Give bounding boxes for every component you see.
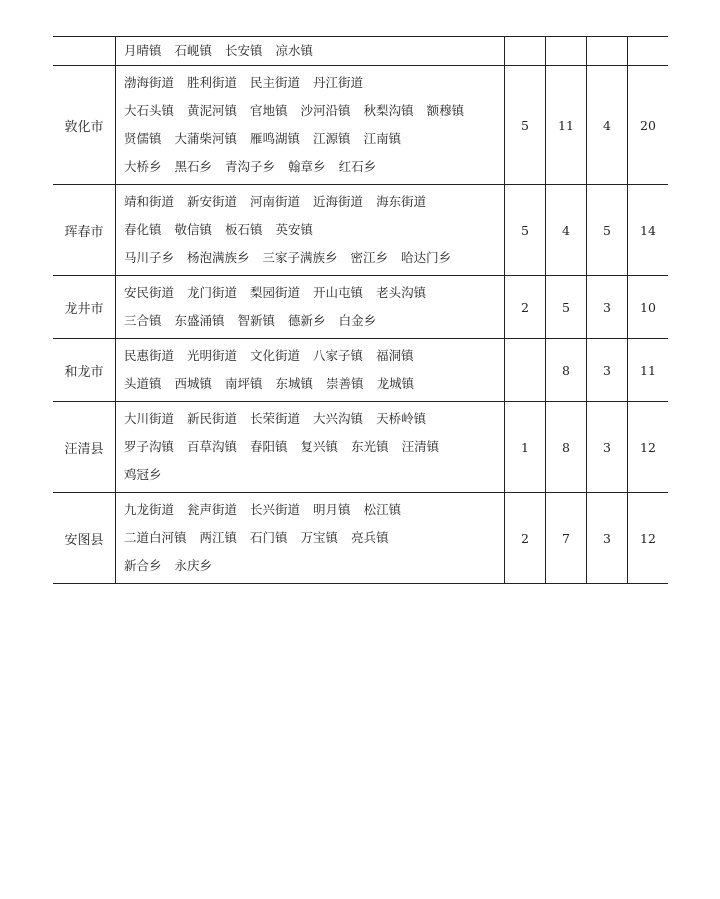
township-name: 德新乡 [288,313,326,328]
township-name: 南坪镇 [225,376,263,391]
township-name: 亮兵镇 [351,530,389,545]
township-line [124,69,504,97]
township-name: 汪清镇 [401,439,440,454]
township-name: 大兴沟镇 [313,411,364,426]
township-name: 民主街道 [250,75,301,90]
township-name: 官地镇 [250,103,288,118]
township-list-cell [116,37,505,66]
township-name: 新民街道 [187,411,238,426]
count-cell-1: 2 [505,276,546,339]
township-list-cell [116,339,505,402]
count-cell-2: 8 [546,339,587,402]
table-row [53,402,668,493]
count-cell-2: 7 [546,493,587,584]
admin-division-table [53,36,668,584]
township-name: 红石乡 [338,159,377,174]
township-name: 开山屯镇 [313,285,364,300]
township-name: 靖和街道 [124,194,175,209]
township-name: 春阳镇 [250,439,288,454]
table-row [53,493,668,584]
township-name: 贤儒镇 [124,131,162,146]
township-name: 青沟子乡 [225,159,276,174]
township-name: 哈达门乡 [401,250,452,265]
count-cell-3: 3 [587,339,628,402]
total-count-cell: 10 [628,276,669,339]
township-name: 长荣街道 [250,411,301,426]
township-name: 胜利街道 [187,75,238,90]
township-name: 八家子镇 [313,348,364,363]
township-name: 智新镇 [237,313,276,328]
township-name: 安民街道 [124,285,175,300]
count-cell-2 [546,37,587,66]
township-name: 石门镇 [250,530,288,545]
township-name: 杨泡满族乡 [187,250,250,265]
township-name: 凉水镇 [275,43,314,58]
count-cell-2: 11 [546,66,587,185]
table-row [53,37,668,66]
township-name: 老头沟镇 [376,285,427,300]
township-line [124,244,504,272]
township-name: 敬信镇 [174,222,213,237]
township-line [124,461,504,489]
county-name-cell: 和龙市 [53,339,116,402]
count-cell-1: 5 [505,66,546,185]
township-line [124,405,504,433]
township-name: 福洞镇 [376,348,414,363]
township-name: 秋梨沟镇 [363,103,414,118]
township-name: 河南街道 [250,194,301,209]
count-cell-3: 3 [587,402,628,493]
township-name: 白金乡 [338,313,377,328]
total-count-cell: 12 [628,493,669,584]
count-cell-3 [587,37,628,66]
township-name: 两江镇 [199,530,238,545]
township-name: 大蒲柴河镇 [174,131,238,146]
township-name: 丹江街道 [313,75,364,90]
count-cell-3: 3 [587,493,628,584]
township-list-cell [116,402,505,493]
count-cell-1 [505,339,546,402]
township-line [124,188,504,216]
township-name: 黑石乡 [174,159,213,174]
count-cell-2: 4 [546,185,587,276]
township-line [124,216,504,244]
township-name: 三合镇 [124,313,162,328]
township-name: 天桥岭镇 [376,411,427,426]
township-name: 瓮声街道 [187,502,238,517]
township-name: 黄泥河镇 [187,103,238,118]
table-row [53,185,668,276]
table-row [53,339,668,402]
township-name: 龙门街道 [187,285,238,300]
township-line [124,125,504,153]
township-line [124,496,504,524]
township-line [124,307,504,335]
count-cell-3: 3 [587,276,628,339]
count-cell-1: 5 [505,185,546,276]
township-name: 头道镇 [124,376,162,391]
township-name: 石岘镇 [174,43,213,58]
count-cell-2: 5 [546,276,587,339]
township-name: 额穆镇 [426,103,465,118]
township-name: 罗子沟镇 [124,439,175,454]
township-line [124,370,504,398]
township-name: 长安镇 [225,43,263,58]
township-name: 海东街道 [376,194,427,209]
total-count-cell: 20 [628,66,669,185]
county-name-cell: 安图县 [53,493,116,584]
township-name: 崇善镇 [326,376,364,391]
township-line [124,524,504,552]
township-name: 新安街道 [187,194,238,209]
township-name: 近海街道 [313,194,364,209]
township-name: 复兴镇 [300,439,339,454]
township-name: 长兴街道 [250,502,301,517]
count-cell-3: 5 [587,185,628,276]
township-list-cell [116,66,505,185]
township-name: 月晴镇 [124,43,162,58]
township-name: 东城镇 [275,376,314,391]
count-cell-3: 4 [587,66,628,185]
township-name: 大川街道 [124,411,175,426]
township-name: 马川子乡 [124,250,175,265]
township-list-cell [116,493,505,584]
township-line [124,342,504,370]
township-name: 明月镇 [313,502,351,517]
township-name: 梨园街道 [250,285,301,300]
township-line [124,153,504,181]
township-line [124,279,504,307]
township-name: 渤海街道 [124,75,175,90]
township-name: 翰章乡 [288,159,326,174]
township-name: 板石镇 [225,222,263,237]
township-name: 文化街道 [250,348,301,363]
township-name: 西城镇 [174,376,213,391]
township-name: 鸡冠乡 [124,467,162,482]
count-cell-1: 1 [505,402,546,493]
township-name: 雁鸣湖镇 [250,131,301,146]
township-name: 英安镇 [275,222,314,237]
township-line [124,97,504,125]
township-name: 三家子满族乡 [262,250,338,265]
township-name: 大石头镇 [124,103,175,118]
township-name: 永庆乡 [174,558,213,573]
township-name: 百草沟镇 [187,439,238,454]
total-count-cell [628,37,669,66]
table-row [53,66,668,185]
township-name: 大桥乡 [124,159,162,174]
township-list-cell [116,276,505,339]
township-name: 江南镇 [363,131,402,146]
township-line [124,433,504,461]
township-name: 民惠街道 [124,348,175,363]
township-name: 光明街道 [187,348,238,363]
county-name-cell [53,37,116,66]
township-name: 春化镇 [124,222,162,237]
township-name: 密江乡 [350,250,389,265]
township-name: 九龙街道 [124,502,175,517]
county-name-cell: 珲春市 [53,185,116,276]
township-name: 龙城镇 [376,376,415,391]
township-name: 二道白河镇 [124,530,187,545]
township-line [124,37,504,65]
township-line [124,552,504,580]
township-list-cell [116,185,505,276]
township-name: 万宝镇 [300,530,339,545]
total-count-cell: 14 [628,185,669,276]
township-name: 东盛涌镇 [174,313,225,328]
table-body [53,37,668,584]
township-name: 沙河沿镇 [300,103,351,118]
county-name-cell: 敦化市 [53,66,116,185]
county-name-cell: 龙井市 [53,276,116,339]
count-cell-2: 8 [546,402,587,493]
total-count-cell: 12 [628,402,669,493]
township-name: 江源镇 [313,131,351,146]
county-name-cell: 汪清县 [53,402,116,493]
count-cell-1 [505,37,546,66]
township-name: 松江镇 [363,502,402,517]
township-name: 新合乡 [124,558,162,573]
count-cell-1: 2 [505,493,546,584]
table-row [53,276,668,339]
township-name: 东光镇 [351,439,389,454]
total-count-cell: 11 [628,339,669,402]
